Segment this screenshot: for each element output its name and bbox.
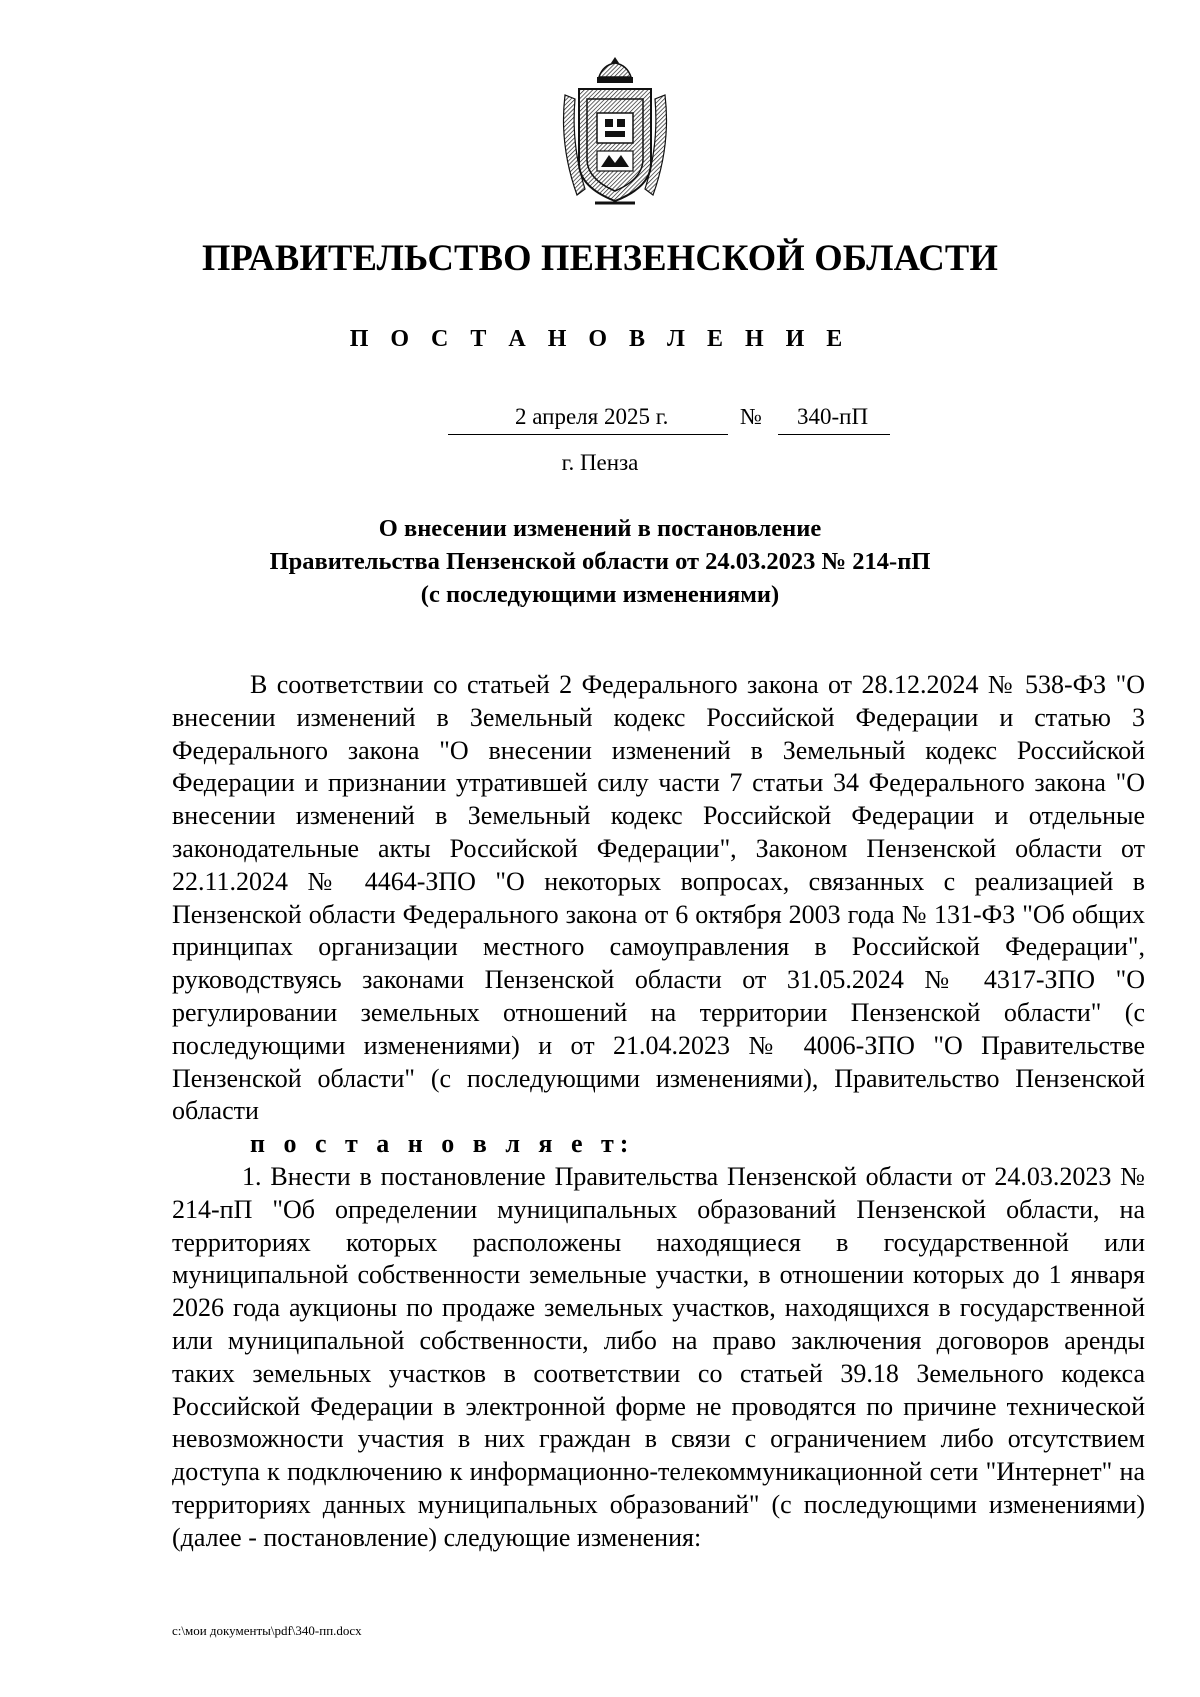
item-1-paragraph: 1. Внести в постановление Правительства Пензенской области от 24.03.2023 № 214-пП "Об определении муниципальных образований Пензенской области, на территориях которых расположены находящиеся в государственной или муниципальной собственности земельные участки, в отношении которых до 1 января 2026 года аукционы по продаже земельных участков, находящихся в государственной или муниципальной собственности, либо на право заключения договоров аренды таких земельных участков в соответствии со статьей 39.18 Земельного кодекса Российской Федерации в электронной форме не проводятся по причине технической невозможности участия в них граждан в связи с ограничением либо отсутствием доступа к подключению к информационно-телекоммуникационной сети "Интернет" на территориях данных муниципальных образований" (с последующими изменениями) (далее - постановление) следующие изменения: [172,1161,1145,1552]
preamble-text: В соответствии со статьей 2 Федерального закона от 28.12.2024 № 538-ФЗ "О внесении изменений в Земельный кодекс Российской Федерации и статью 3 Федерального закона "О внесении изменений в Земельный кодекс Российской Федерации и признании утратившей силу части 7 статьи 34 Федерального закона "О внесении изменений в Земельный кодекс Российской Федерации и отдельные законодательные акты Российской Федерации", Законом Пензенской области от 22.11.2024 № 4464-ЗПО "О некоторых вопросах, связанных с реализацией в Пензенской области Федерального закона от 6 октября 2003 года № 131-ФЗ "Об общих принципах организации местного самоуправления в Российской Федерации", руководствуясь законами Пензенской области от 31.05.2024 № 4317-ЗПО "О регулировании земельных отношений на территории Пензенской области" (с последующими изменениями) и от 21.04.2023 № 4006-ЗПО "О Правительстве Пензенской области" (с последующими изменениями), Правительство Пензенской области [172,670,1145,1126]
number-sign: № [740,404,762,429]
document-body [172,669,1145,1555]
document-type: П О С Т А Н О В Л Е Н И Е [349,326,851,352]
document-number: 340-пП [797,404,869,429]
document-date: 2 апреля 2025 г. [515,404,669,429]
subject-line-3: (с последующими изменениями) [420,581,780,608]
file-path-footer: c:\мои документы\pdf\340-пп.docx [172,1623,362,1638]
decides-keyword: п о с т а н о в л я е т: [250,1129,635,1159]
government-title: ПРАВИТЕЛЬСТВО ПЕНЗЕНСКОЙ ОБЛАСТИ [201,237,999,278]
subject-line-2: Правительства Пензенской области от 24.03.2023 № 214-пП [269,548,931,575]
document-subject [0,512,1200,611]
subject-line-1: О внесении изменений в постановление [378,515,822,542]
coat-of-arms-emblem [555,55,675,210]
city: г. Пенза [561,450,639,475]
preamble-paragraph [172,669,1145,1161]
